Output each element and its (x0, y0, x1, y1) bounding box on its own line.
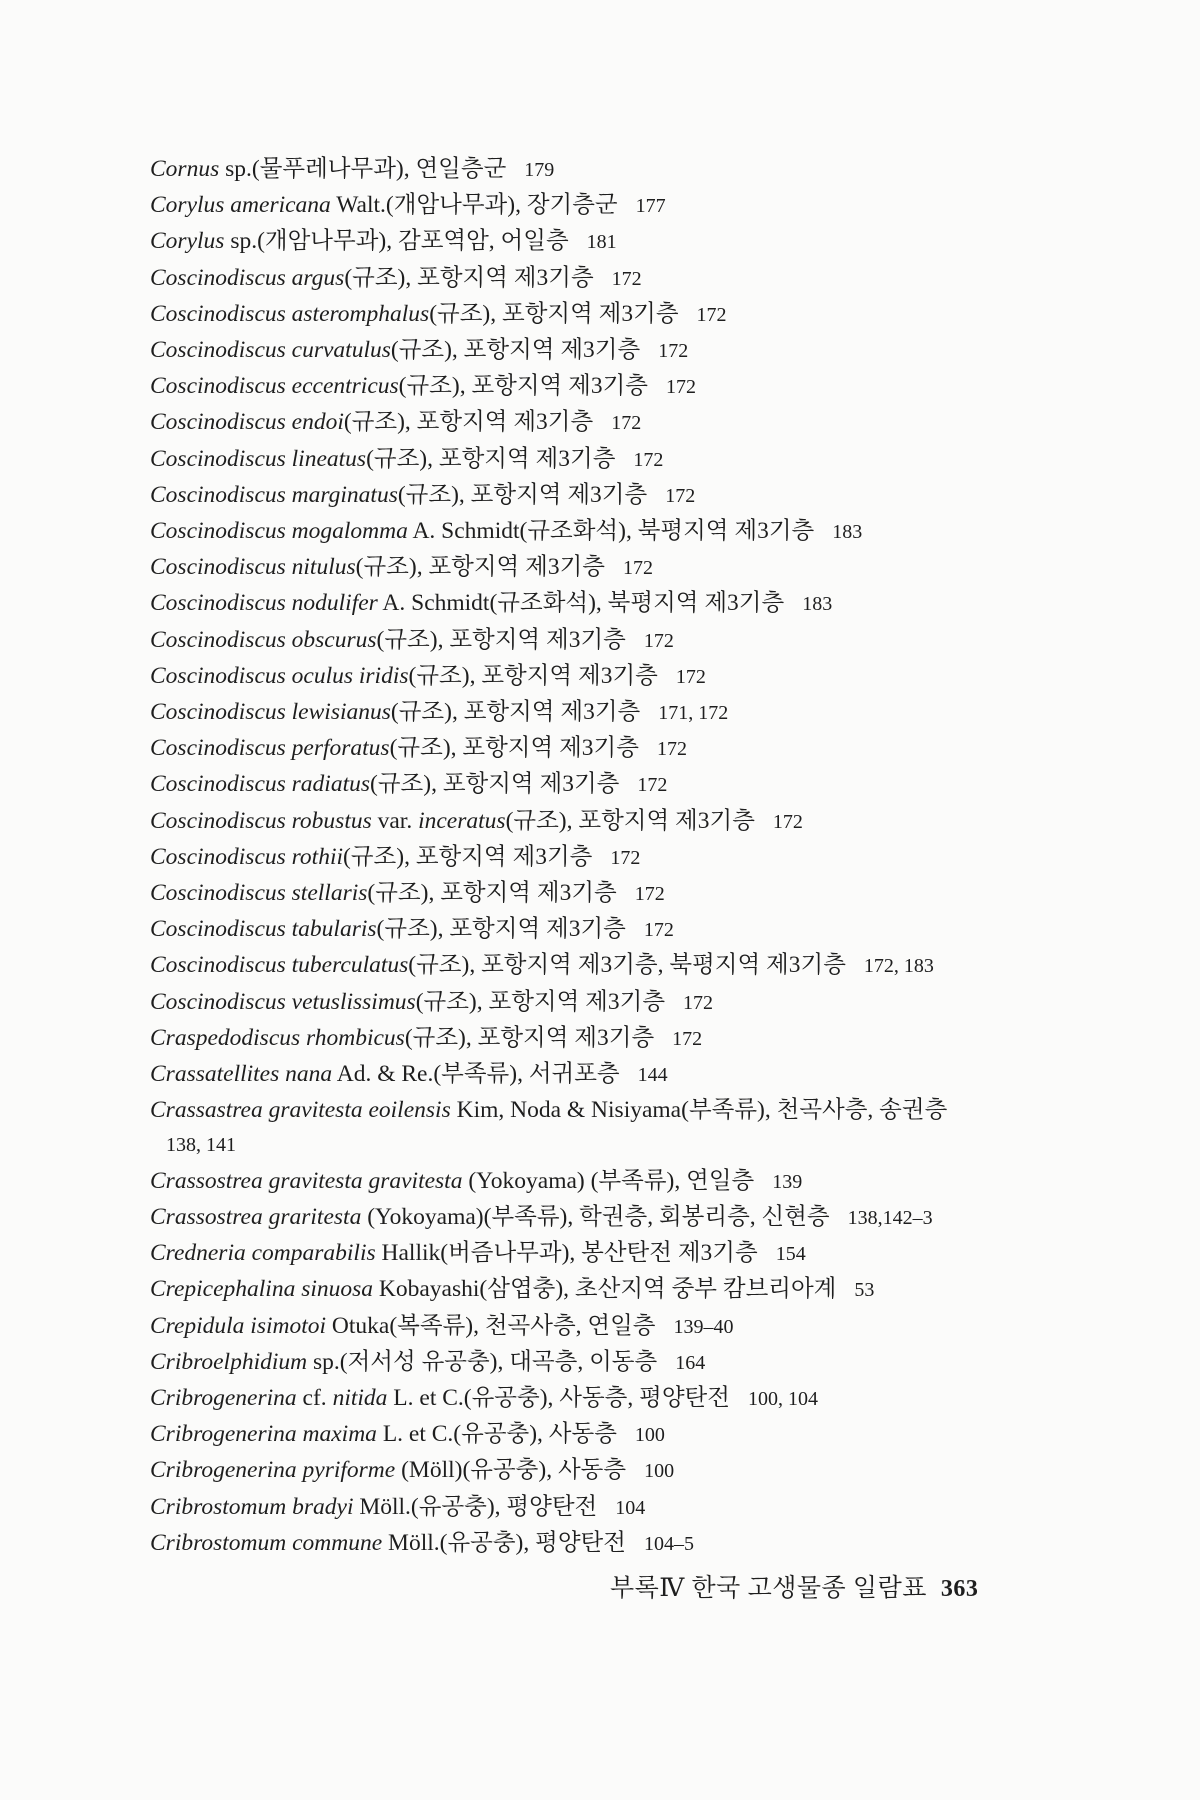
index-entry (150, 948, 1050, 984)
taxon-name: Crassostrea gravitesta gravitesta (150, 1167, 463, 1194)
index-entry (150, 1453, 1050, 1489)
index-entry (150, 1164, 1050, 1200)
page-reference: 172 (637, 774, 668, 797)
taxon-name: Coscinodiscus robustus (150, 807, 372, 834)
page-reference: 172 (658, 340, 689, 363)
index-entry (150, 1526, 1050, 1562)
entry-details: sp.(저서성 유공충), 대곡층, 이동층 (307, 1348, 658, 1375)
taxon-name: Craspedodiscus rhombicus (150, 1024, 405, 1051)
entry-details: (규조), 포항지역 제3기층 (389, 735, 639, 762)
page-reference: 172 (643, 919, 674, 942)
index-entry (150, 1309, 1050, 1345)
page-reference: 172 (666, 376, 696, 399)
entry-details: Hallik(버즘나무과), 봉산탄전 제3기층 (375, 1240, 758, 1267)
entry-details: sp.(개암나무과), 감포역암, 어일층 (224, 228, 569, 255)
entry-details: (규조), 포항지역 제3기층 (370, 771, 620, 798)
entry-details: (규조), 포항지역 제3기층 (343, 409, 594, 436)
taxon-name: Coscinodiscus asteromphalus (150, 300, 430, 327)
index-entry (150, 1381, 1050, 1417)
taxon-name: Coscinodiscus lineatus (150, 445, 367, 472)
page-reference: 172 (634, 883, 665, 906)
index-entry (150, 985, 1050, 1021)
index-entry (150, 1345, 1050, 1381)
page-reference: 172 (622, 557, 653, 580)
entry-details: (규조), 포항지역 제3기층 (376, 916, 626, 943)
index-entry (150, 1417, 1050, 1453)
taxon-name: Coscinodiscus nodulifer (150, 590, 378, 617)
index-entry (150, 224, 1050, 260)
page-reference: 179 (524, 159, 555, 181)
taxon-name-secondary: inceratus (418, 807, 506, 834)
taxon-name: Coscinodiscus tabularis (150, 916, 377, 943)
entry-details: (규조), 포항지역 제3기층 (397, 481, 648, 508)
taxon-name: Cornus (150, 156, 220, 182)
entry-details: Otuka(복족류), 천곡사층, 연일층 (326, 1312, 656, 1339)
entry-details: Ad. & Re.(부족류), 서귀포층 (332, 1061, 620, 1088)
page-reference: 172, 183 (863, 955, 934, 978)
entry-details: (규조), 포항지역 제3기층 (408, 662, 658, 689)
entry-details-secondary: L. et C.(유공충), 사동층, 평양탄전 (387, 1384, 730, 1411)
page-reference: 172 (675, 665, 706, 688)
taxon-name: Corylus (150, 228, 225, 255)
page-reference: 138,142–3 (847, 1206, 933, 1229)
index-entry (150, 659, 1050, 695)
page-reference: 100, 104 (747, 1387, 818, 1410)
taxon-name: Crassastrea gravitesta eoilensis (150, 1097, 451, 1124)
page-reference: 172 (672, 1027, 703, 1050)
entry-details: (규조), 포항지역 제3기층 (429, 300, 679, 327)
taxon-name: Coscinodiscus oculus iridis (150, 662, 409, 689)
index-entry (150, 333, 1050, 369)
entry-details: (규조), 포항지역 제3기층 (344, 264, 594, 291)
page-number: 363 (940, 1576, 979, 1602)
page-reference: 172 (643, 629, 674, 652)
index-entry (150, 261, 1050, 297)
taxon-name: Coscinodiscus perforatus (150, 735, 390, 762)
entry-details: Möll.(유공충), 평양탄전 (353, 1493, 598, 1520)
page-reference: 172 (633, 448, 664, 471)
index-entry (150, 731, 1050, 767)
page-reference: 172 (656, 738, 687, 761)
species-index-list (150, 152, 1050, 1562)
taxon-name: Coscinodiscus eccentricus (150, 373, 399, 400)
index-entry (150, 1490, 1050, 1526)
index-entry (150, 1057, 1050, 1093)
page-footer (610, 1568, 978, 1604)
page-reference: 172 (610, 846, 641, 869)
page-reference: 172 (696, 303, 727, 326)
entry-details: (Yokoyama) (부족류), 연일층 (462, 1167, 755, 1194)
index-entry (150, 478, 1050, 514)
entry-details: (Möll)(유공충), 사동층 (395, 1457, 627, 1484)
taxon-name: Cribrostomum commune (150, 1529, 383, 1556)
taxon-name: Coscinodiscus argus (150, 264, 345, 291)
entry-details: (규조), 포항지역 제3기층 (355, 554, 605, 581)
index-entry (150, 442, 1050, 478)
entry-details: Walt.(개암나무과), 장기층군 (330, 192, 618, 219)
taxon-name: Crassostrea graritesta (150, 1203, 362, 1230)
index-entry (150, 1200, 1050, 1236)
entry-details: (규조), 포항지역 제3기층 (415, 988, 666, 1015)
entry-details: Kim, Noda & Nisiyama(부족류), 천곡사층, 송권층 (450, 1097, 948, 1124)
index-entry (150, 369, 1050, 405)
page-reference: 172 (611, 267, 642, 290)
taxon-name-secondary: nitida (332, 1384, 388, 1411)
entry-details: (규조), 포항지역 제3기층 (398, 373, 648, 400)
entry-details: (규조), 포항지역 제3기층 (343, 843, 593, 870)
taxon-name: Coscinodiscus endoi (150, 409, 344, 436)
taxon-name: Corylus americana (150, 192, 331, 219)
taxon-name: Coscinodiscus radiatus (150, 771, 371, 798)
taxon-name: Coscinodiscus marginatus (150, 481, 398, 508)
taxon-name: Coscinodiscus stellaris (150, 880, 368, 907)
page-reference: 171, 172 (658, 702, 729, 725)
index-entry (150, 1021, 1050, 1057)
entry-details: (규조), 포항지역 제3기층, 북평지역 제3기층 (408, 952, 846, 979)
entry-details: (규조), 포항지역 제3기층 (390, 699, 641, 726)
entry-details: cf. (296, 1384, 333, 1411)
taxon-name: Crepicephalina sinuosa (150, 1276, 374, 1303)
taxon-name: Crassatellites nana (150, 1061, 333, 1088)
index-entry (150, 876, 1050, 912)
taxon-name: Coscinodiscus obscurus (150, 626, 377, 653)
entry-details: L. et C.(유공충), 사동층 (376, 1421, 617, 1448)
entry-details: (Yokoyama)(부족류), 학권층, 회봉리층, 신현층 (361, 1203, 830, 1230)
entry-details: (규조), 포항지역 제3기층 (376, 626, 626, 653)
page-reference: 139–40 (673, 1315, 734, 1338)
taxon-name: Coscinodiscus nitulus (150, 554, 356, 581)
page-reference: 172 (611, 412, 642, 435)
entry-details: A. Schmidt(규조화석), 북평지역 제3기층 (377, 590, 785, 617)
page-reference: 104–5 (643, 1532, 694, 1555)
page-reference: 183 (832, 521, 863, 544)
page-reference: 164 (675, 1351, 706, 1374)
page-reference: 139 (772, 1170, 803, 1193)
page-reference: 183 (802, 593, 833, 616)
taxon-name: Crepidula isimotoi (150, 1312, 327, 1339)
index-entry (150, 514, 1050, 550)
page-reference: 172 (683, 991, 714, 1014)
index-entry (150, 804, 1050, 840)
entry-details: (규조), 포항지역 제3기층 (367, 880, 617, 907)
entry-details: sp.(물푸레나무과), 연일층군 (219, 156, 507, 182)
entry-details: var. (371, 807, 419, 834)
index-entry (150, 840, 1050, 876)
index-entry (150, 1236, 1050, 1272)
entry-details: (규조), 포항지역 제3기층 (404, 1024, 655, 1051)
index-entry (150, 1093, 1050, 1163)
entry-details-secondary: (규조), 포항지역 제3기층 (505, 807, 755, 834)
taxon-name: Cribrostomum bradyi (150, 1493, 354, 1520)
index-entry (150, 912, 1050, 948)
entry-details: (규조), 포항지역 제3기층 (390, 337, 641, 364)
taxon-name: Cribroelphidium (150, 1348, 308, 1375)
taxon-name: Cribrogenerina pyriforme (150, 1457, 396, 1484)
index-entry (150, 586, 1050, 622)
page-reference: 138, 141 (166, 1134, 236, 1157)
index-entry (150, 695, 1050, 731)
page-reference: 144 (637, 1064, 668, 1087)
taxon-name: Credneria comparabilis (150, 1240, 376, 1267)
index-entry (150, 550, 1050, 586)
entry-details: Möll.(유공충), 평양탄전 (382, 1529, 626, 1556)
taxon-name: Coscinodiscus curvatulus (150, 337, 391, 364)
entry-details: A. Schmidt(규조화석), 북평지역 제3기층 (407, 518, 815, 545)
index-entry (150, 152, 1050, 188)
page-reference: 181 (586, 231, 617, 254)
index-entry (150, 297, 1050, 333)
footer-title: 부록Ⅳ 한국 고생물종 일람표 (610, 1575, 927, 1602)
index-entry (150, 1272, 1050, 1308)
page-reference: 172 (772, 810, 803, 833)
taxon-name: Coscinodiscus vetuslissimus (150, 988, 416, 1015)
page-reference: 100 (644, 1460, 675, 1483)
index-entry (150, 188, 1050, 224)
entry-details: Kobayashi(삼엽충), 초산지역 중부 캄브리아계 (373, 1276, 837, 1303)
index-entry (150, 767, 1050, 803)
taxon-name: Coscinodiscus rothii (150, 843, 344, 870)
entry-details: (규조), 포항지역 제3기층 (366, 445, 616, 472)
taxon-name: Coscinodiscus lewisianus (150, 699, 391, 726)
index-entry (150, 623, 1050, 659)
taxon-name: Coscinodiscus tuberculatus (150, 952, 409, 979)
page-reference: 172 (665, 484, 696, 507)
page-reference: 104 (615, 1496, 646, 1519)
page-reference: 53 (854, 1279, 875, 1302)
page-reference: 154 (775, 1243, 806, 1266)
taxon-name: Cribrogenerina (150, 1384, 297, 1411)
page-reference: 177 (635, 195, 666, 218)
page-reference: 100 (634, 1424, 665, 1447)
taxon-name: Coscinodiscus mogalomma (150, 518, 408, 545)
index-entry (150, 405, 1050, 441)
taxon-name: Cribrogenerina maxima (150, 1421, 377, 1448)
